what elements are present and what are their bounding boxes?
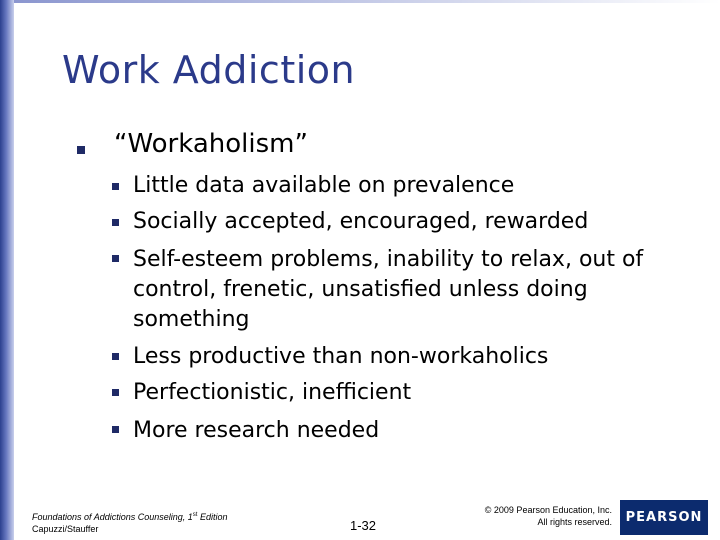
bullet-square-icon: [112, 353, 119, 360]
main-bullet-text: “Workaholism”: [114, 129, 308, 159]
copyright-line-2: All rights reserved.: [537, 517, 612, 527]
footer-edition-sup: st: [192, 512, 198, 518]
footer-book-info: [32, 509, 227, 535]
page-number: 1-32: [350, 518, 377, 533]
sub-bullet-text: Perfectionistic, inefficient: [133, 380, 412, 405]
footer-authors: Capuzzi/Stauffer: [32, 524, 99, 534]
footer-book-title: Foundations of Addictions Counseling, 1: [32, 512, 193, 522]
left-decorative-bar: [0, 0, 14, 540]
sub-bullet-text: More research needed: [133, 418, 380, 443]
bullet-square-icon: [112, 255, 119, 262]
bullet-square-icon: [77, 146, 85, 154]
footer-copyright: [440, 504, 612, 528]
copyright-line-1: © 2009 Pearson Education, Inc.: [484, 505, 612, 515]
sub-bullet-text: Less productive than non-workaholics: [133, 344, 549, 369]
footer-edition-word: Edition: [197, 512, 228, 522]
sub-bullet-text: Self-esteem problems, inability to relax, out of control, frenetic, unsatisfied unless doing something: [133, 247, 644, 332]
bullet-square-icon: [112, 389, 119, 396]
sub-bullet-text: Little data available on prevalence: [133, 173, 515, 198]
sub-bullet-text: Socially accepted, encouraged, rewarded: [133, 209, 589, 234]
bullet-square-icon: [112, 219, 119, 226]
slide-title: Work Addiction: [62, 48, 356, 92]
bullet-square-icon: [112, 183, 119, 190]
bullet-square-icon: [112, 426, 119, 433]
top-rule: [14, 0, 720, 3]
pearson-logo: PEARSON: [620, 500, 708, 535]
